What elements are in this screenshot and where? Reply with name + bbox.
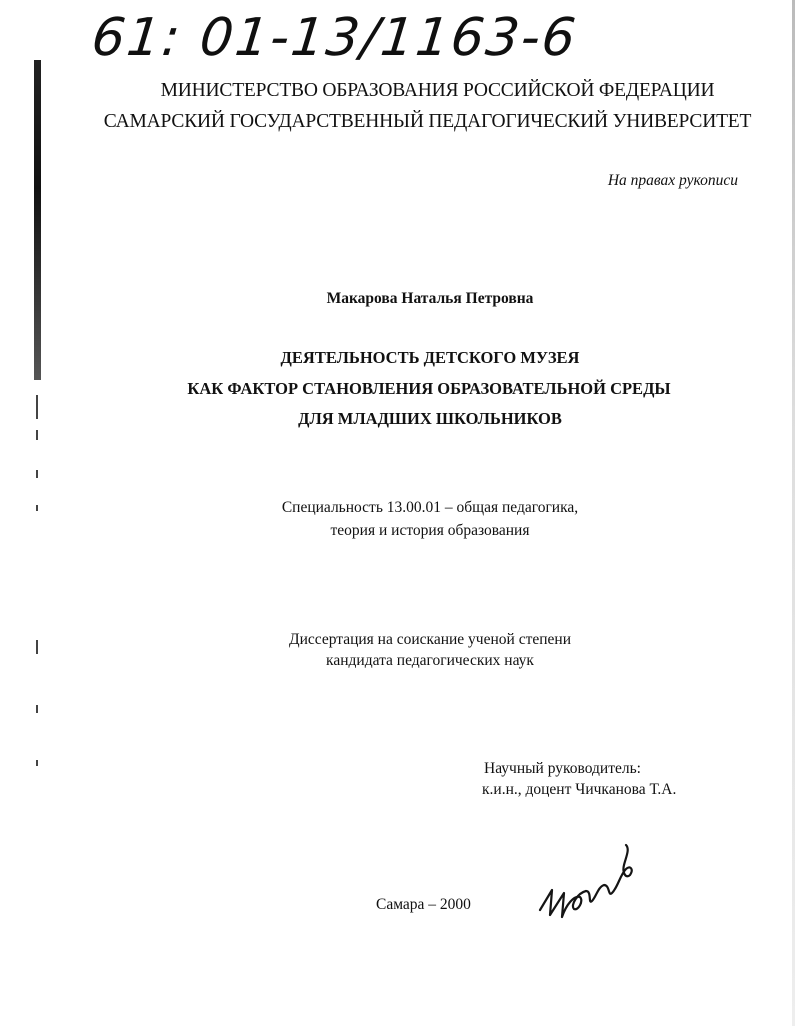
signature-mark	[530, 835, 640, 945]
advisor-name: к.и.н., доцент Чичканова Т.А.	[482, 781, 677, 798]
handwritten-catalog-code	[88, 8, 581, 78]
advisor-label: Научный руководитель:	[484, 760, 641, 777]
degree-line: Диссертация на соискание ученой степени	[289, 631, 571, 648]
ministry-heading: МИНИСТЕРСТВО ОБРАЗОВАНИЯ РОССИЙСКОЙ ФЕДЕРАЦИИ	[160, 80, 715, 101]
scan-artifact-dash	[36, 760, 38, 766]
author-name: Макарова Наталья Петровна	[326, 290, 534, 307]
university-heading: САМАРСКИЙ ГОСУДАРСТВЕННЫЙ ПЕДАГОГИЧЕСКИЙ УНИВЕРСИТЕТ	[103, 111, 752, 132]
scan-artifact-dash	[36, 430, 38, 440]
scan-artifact-dash	[36, 705, 38, 713]
handwritten-code-text: 61: 01-13/1163-6	[88, 8, 581, 68]
scan-artifact-dash	[36, 470, 38, 478]
degree-line: кандидата педагогических наук	[326, 652, 534, 669]
thesis-title-line: КАК ФАКТОР СТАНОВЛЕНИЯ ОБРАЗОВАТЕЛЬНОЙ СРЕДЫ	[187, 379, 671, 398]
specialty-line: теория и история образования	[330, 522, 530, 539]
specialty-line: Специальность 13.00.01 – общая педагогика,	[281, 499, 579, 516]
thesis-title-line: ДЕЯТЕЛЬНОСТЬ ДЕТСКОГО МУЗЕЯ	[280, 348, 580, 367]
city-year: Самара – 2000	[376, 896, 471, 913]
scan-artifact-bar	[34, 60, 41, 380]
manuscript-rights-note: На правах рукописи	[607, 172, 738, 189]
thesis-title-line: ДЛЯ МЛАДШИХ ШКОЛЬНИКОВ	[298, 409, 562, 428]
